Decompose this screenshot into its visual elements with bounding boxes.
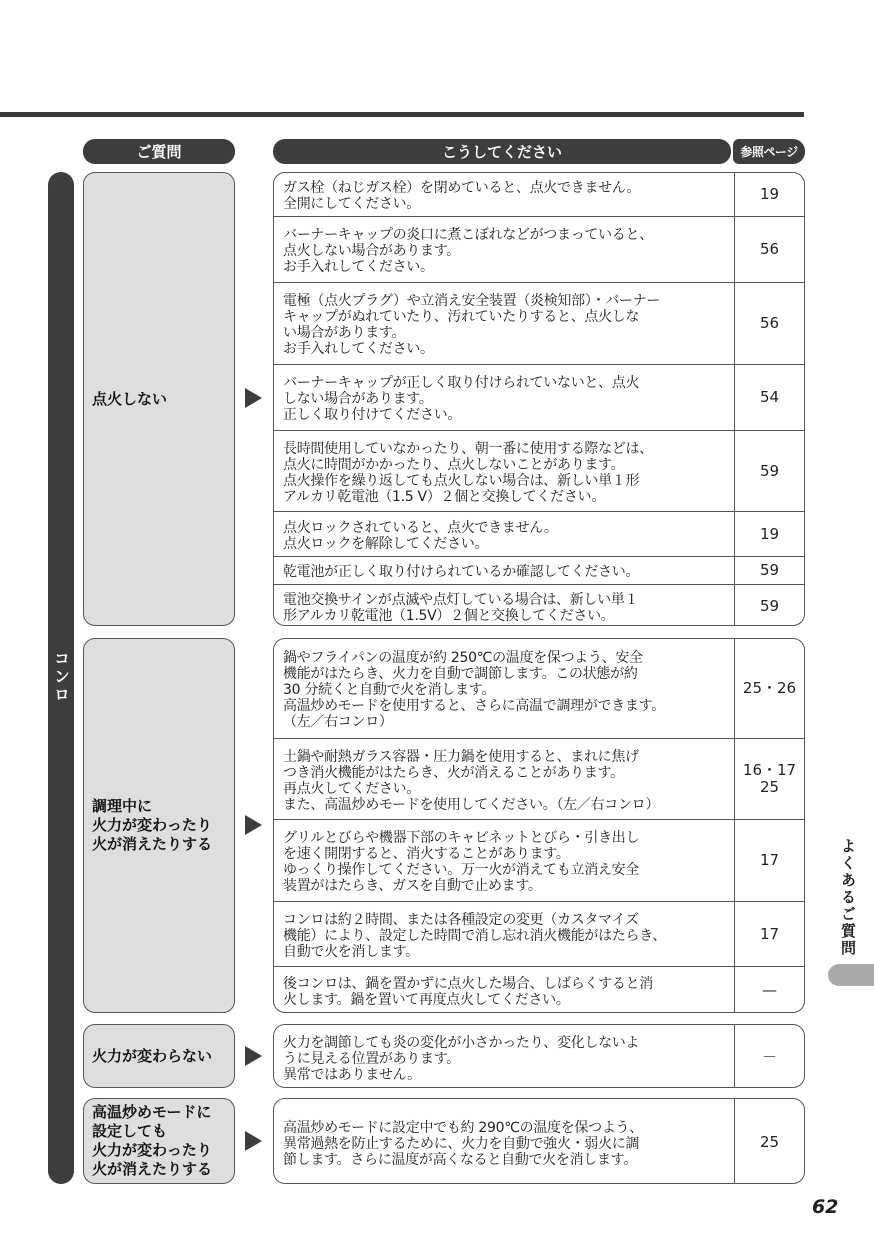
answer-row: [274, 819, 804, 901]
page-ref: 19: [734, 173, 804, 216]
answer-row: [274, 511, 804, 556]
answer-text: 火力を調節しても炎の変化が小さかったり、変化しないよ うに見える位置があります。 異常ではありません。: [283, 1034, 640, 1083]
page-number: 62: [812, 1196, 839, 1218]
answer-row: [274, 901, 804, 966]
page-ref: 19: [734, 512, 804, 556]
answer-text: 電極（点火プラグ）や立消え安全装置（炎検知部）・バーナー キャップがぬれていたり、汚れていたりすると、点火しな い場合があります。 お手入れしてください。: [283, 293, 661, 357]
page-ref: 25: [734, 1099, 804, 1184]
answer-text: 長時間使用していなかったり、朝一番に使用する際などは、 点火に時間がかかったり、点火しないことがあります。 点火操作を繰り返しても点火しない場合は、新しい単１形 アルカリ乾電池（1.5 V）２個と交換してください。: [283, 440, 653, 505]
answer-text: 鍋やフライパンの温度が約 250℃の温度を保つよう、安全 機能がはたらき、火力を自動で調節します。この状態が約 30 分続くと自動で火を消します。 高温炒めモードを使用すると、さらに高温で調理ができます。 （左／右コンロ）: [283, 650, 665, 730]
category-bar: [48, 172, 74, 1184]
arrow-icon: [245, 388, 262, 408]
question-text: 火力が変わらない: [92, 1046, 213, 1065]
answer-text: ガス栓（ねじガス栓）を閉めていると、点火できません。 全開にしてください。: [283, 180, 641, 212]
answer-text: 土鍋や耐熱ガラス容器・圧力鍋を使用すると、まれに焦げ つき消火機能がはたらき、火が消えることがあります。 再点火してください。 また、高温炒めモードを使用してください。（左／右コンロ）: [283, 748, 660, 813]
question-text: 高温炒めモードに 設定しても 火力が変わったり 火が消えたりする: [92, 1103, 213, 1178]
answer-group: [273, 1024, 805, 1088]
answer-text: 点火ロックされていると、点火できません。 点火ロックを解除してください。: [283, 519, 558, 552]
answer-text: 高温炒めモードに設定中でも約 290℃の温度を保つよう、 異常過熱を防止するために、火力を自動で強火・弱火に調 節します。さらに温度が高くなると自動で火を消します。: [283, 1119, 643, 1168]
arrow-icon: [245, 1131, 262, 1151]
page-ref: 56: [734, 217, 804, 282]
answer-row: [274, 584, 804, 626]
answer-row: [274, 216, 804, 282]
answer-group: [273, 638, 805, 1013]
answer-row: [274, 364, 804, 430]
answer-row: [274, 173, 804, 216]
answer-row: [274, 282, 804, 364]
answer-text: 電池交換サインが点滅や点灯している場合は、新しい単１ 形アルカリ乾電池（1.5V）２個と交換してください。: [283, 591, 639, 624]
question-box: [83, 638, 235, 1013]
page-ref: 17: [734, 820, 804, 901]
answer-text: バーナーキャップが正しく取り付けられていないと、点火 しない場合があります。 正しく取り付けてください。: [283, 375, 640, 423]
answer-row: [274, 966, 804, 1013]
page-ref: —: [734, 967, 804, 1013]
header-question: ご質問: [83, 139, 235, 164]
page-ref: 56: [734, 283, 804, 364]
answer-text: バーナーキャップの炎口に煮こぼれなどがつまっていると、 点火しない場合があります。 お手入れしてください。: [283, 227, 653, 275]
answer-group: [273, 172, 805, 626]
answer-row: [274, 639, 804, 738]
arrow-icon: [245, 1046, 262, 1066]
answer-row: [274, 1099, 804, 1184]
side-section-label: よくあるご質問: [839, 838, 857, 957]
question-box: [83, 1024, 235, 1088]
answer-row: [274, 556, 804, 584]
page-ref: 59: [734, 557, 804, 584]
answer-row: [274, 1025, 804, 1088]
page-ref: 59: [734, 431, 804, 511]
side-tab: [828, 964, 874, 986]
answer-row: [274, 430, 804, 511]
top-rule: [0, 112, 804, 117]
header-answer: こうしてください: [273, 139, 731, 164]
answer-text: コンロは約２時間、または各種設定の変更（カスタマイズ 機能）により、設定した時間で消し忘れ消火機能がはたらき、 自動で火を消します。: [283, 911, 667, 960]
category-label: コンロ: [51, 650, 71, 704]
answer-text: グリルとびらや機器下部のキャビネットとびら・引き出し を速く開閉すると、消火することがあります。 ゆっくり操作してください。万一火が消えても立消え安全 装置がはたらき、ガスを自動で止めます。: [283, 830, 640, 894]
answer-text: 乾電池が正しく取り付けられているか確認してください。: [283, 564, 640, 580]
answer-row: [274, 738, 804, 819]
page-ref: 54: [734, 365, 804, 430]
question-box: [83, 172, 235, 626]
page-ref: 16・17 25: [734, 739, 804, 819]
header-reference-page: 参照ページ: [733, 139, 805, 164]
answer-group: [273, 1098, 805, 1184]
answer-text: 後コンロは、鍋を置かずに点火した場合、しばらくすると消 火します。鍋を置いて再度点火してください。: [283, 976, 653, 1008]
question-text: 調理中に 火力が変わったり 火が消えたりする: [92, 797, 213, 853]
page-ref: 59: [734, 585, 804, 626]
page-ref: 17: [734, 902, 804, 966]
question-text: 点火しない: [92, 389, 168, 408]
page-ref: 25・26: [734, 639, 804, 738]
page-ref: －: [734, 1025, 804, 1088]
question-box: [83, 1098, 235, 1184]
arrow-icon: [245, 815, 262, 835]
